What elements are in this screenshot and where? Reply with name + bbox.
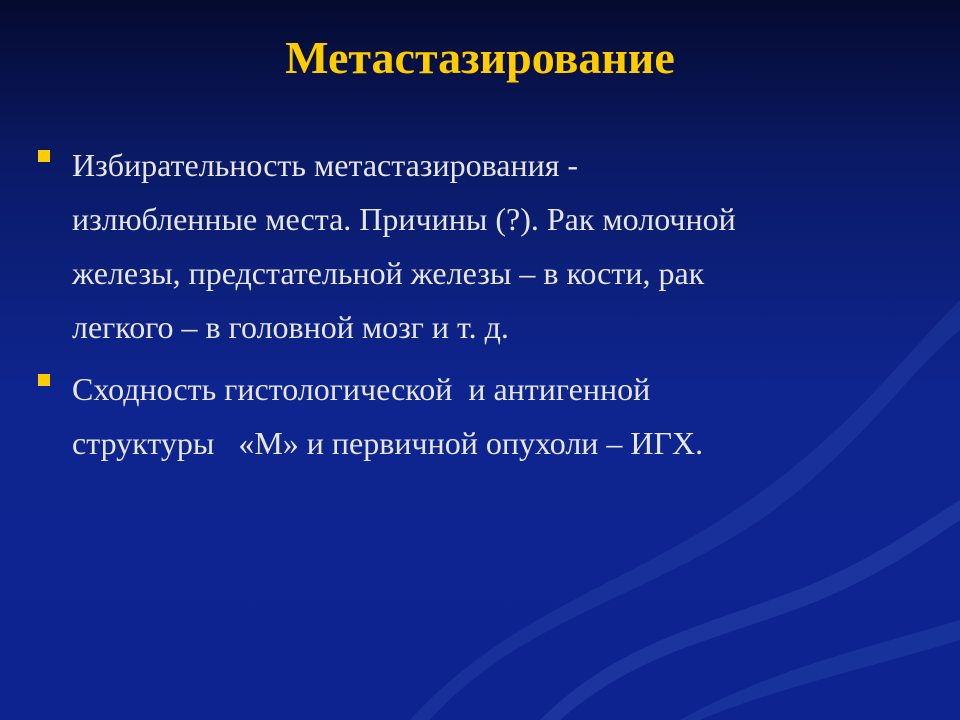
- square-bullet-icon: [38, 374, 50, 386]
- bullet-text: Сходность гистологической и антигенной структуры «М» и первичной опухоли – ИГХ.: [72, 371, 704, 461]
- bullet-item: [36, 138, 936, 354]
- slide-title: Метастазирование: [285, 32, 675, 83]
- bullet-item: [36, 362, 936, 470]
- bullet-list: [36, 138, 936, 478]
- square-bullet-icon: [38, 150, 50, 162]
- bullet-text: Избирательность метастазирования - излюбленные места. Причины (?). Рак молочной железы, предстательной железы – в кости, рак легкого – в головной мозг и т. д.: [72, 147, 736, 345]
